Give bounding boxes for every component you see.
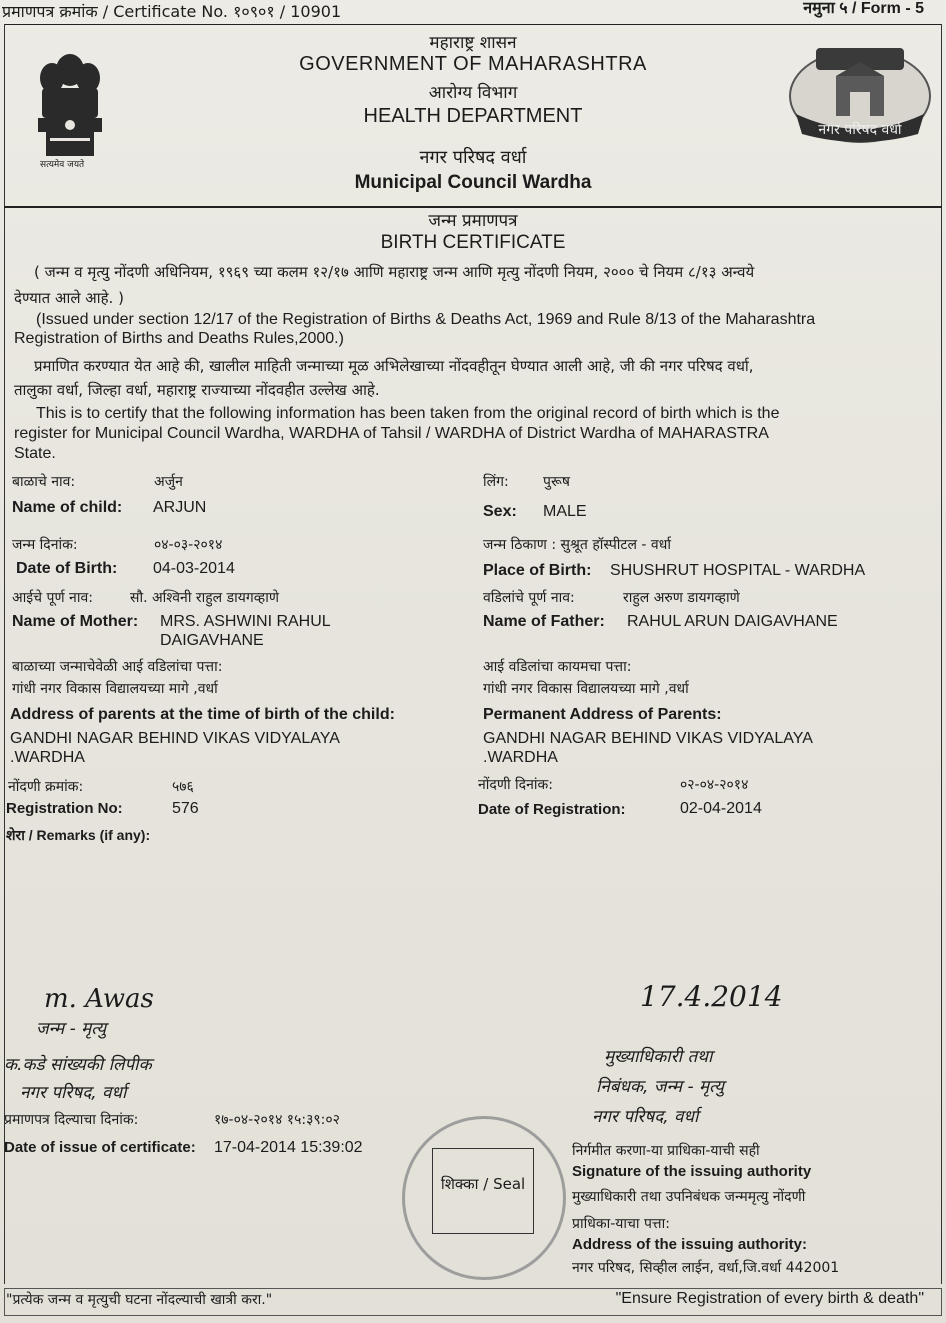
reg-no-en-label: Registration No: [6,800,123,817]
clerk-stamp-line3: नगर परिषद, वर्धा [20,1083,127,1103]
intro-mr-line1: ( जन्म व मृत्यु नोंदणी अधिनियम, १९६९ च्या कलम १२/१७ आणि महाराष्ट्र जन्म आणि मृत्यु नोंदणी नियम, २००० चे नियम ८/१३ अन्वये [34,263,755,281]
child-name-mr-label: बाळाचे नाव: [12,474,76,490]
intro-en-line1: (Issued under section 12/17 of the Registration of Births & Deaths Act, 1969 and Rule 8/13 of the Maharashtra [36,311,816,328]
pob-en: SHUSHRUT HOSPITAL - WARDHA [610,562,866,579]
addr-perm-mr-label: आई वडिलांचा कायमचा पत्ता: [483,659,632,675]
header-council-en: Municipal Council Wardha [354,172,592,193]
addr-perm-en-label: Permanent Address of Parents: [483,706,722,723]
issue-date-mr: १७-०४-२०१४ १५:३९:०२ [214,1112,340,1128]
reg-no-en: 576 [172,800,199,817]
reg-no-mr: ५७६ [172,779,194,795]
mother-en-line1: MRS. ASHWINI RAHUL [160,613,331,630]
frame-top-rule [4,24,942,25]
reg-date-mr: ०२-०४-२०१४ [680,777,749,793]
mother-mr: सौ. अश्विनी राहुल डायगव्हाणे [130,590,279,606]
addr-perm-en-line2: .WARDHA [483,749,558,766]
father-en: RAHUL ARUN DAIGAVHANE [627,613,838,630]
officer-stamp-line2: निबंधक, जन्म - मृत्यु [596,1077,724,1097]
addr-birth-mr-label: बाळाच्या जन्माचेवेळी आई वडिलांचा पत्ता: [12,659,223,675]
dob-mr: ०४-०३-२०१४ [154,537,223,553]
addr-perm-mr: गांधी नगर विकास विद्यालयच्या मागे ,वर्धा [483,681,689,697]
issue-date-en-label: Date of issue of certificate: [4,1139,196,1156]
header-council-mr: नगर परिषद वर्धा [419,147,527,168]
cert-en-line2: register for Municipal Council Wardha, WARDHA of Tahsil / WARDHA of District Wardha of MAHARASTRA [14,425,769,442]
sex-mr-label: लिंग: [483,474,509,490]
chief-officer-signature: 17.4.2014 [640,980,783,1013]
officer-stamp-line1: मुख्याधिकारी तथा [604,1047,713,1067]
addr-perm-en-line1: GANDHI NAGAR BEHIND VIKAS VIDYALAYA [483,730,813,747]
auth-signature-mr: निर्गमीत करणा-या प्राधिका-याची सही [572,1143,760,1159]
officer-stamp-line3: नगर परिषद, वर्धा [592,1107,699,1127]
father-en-label: Name of Father: [483,613,605,630]
header-state-en: GOVERNMENT OF MAHARASHTRA [299,53,647,75]
cert-en-line3: State. [14,445,56,462]
father-mr-label: वडिलांचे पूर्ण नाव: [483,590,575,606]
reg-date-en-label: Date of Registration: [478,801,626,818]
title-en: BIRTH CERTIFICATE [380,232,566,253]
auth-signature-en: Signature of the issuing authority [572,1163,812,1180]
pob-en-label: Place of Birth: [483,562,592,579]
cert-en-line1: This is to certify that the following information has been taken from the original record of birth which is the [36,405,780,422]
issue-date-mr-label: प्रमाणपत्र दिल्याचा दिनांक: [4,1112,139,1128]
issue-date-en: 17-04-2014 15:39:02 [214,1139,363,1156]
title-mr: जन्म प्रमाणपत्र [428,211,518,231]
reg-no-mr-label: नोंदणी क्रमांक: [8,779,84,795]
form-number: नमुना ५ / Form - 5 [803,0,924,17]
mother-mr-label: आईचे पूर्ण नाव: [12,590,93,606]
addr-birth-en-label: Address of parents at the time of birth of the child: [10,706,395,723]
registrar-clerk-signature: m. Awas [44,984,154,1014]
child-name-mr: अर्जुन [154,474,183,490]
auth-address: नगर परिषद, सिव्हील लाईन, वर्धा,जि.वर्धा 442001 [572,1260,840,1276]
addr-birth-mr: गांधी नगर विकास विद्यालयच्या मागे ,वर्धा [12,681,218,697]
certificate-number: प्रमाणपत्र क्रमांक / Certificate No. १०९०१ / 10901 [2,2,342,21]
intro-mr-line2: देण्यात आले आहे. ) [14,289,124,307]
auth-address-en-label: Address of the issuing authority: [572,1236,808,1253]
child-name-en-label: Name of child: [12,499,123,516]
emblem-caption: सत्यमेव जयते [40,160,85,170]
header-state-mr: महाराष्ट्र शासन [429,33,517,53]
header-dept-en: HEALTH DEPARTMENT [363,105,583,127]
mother-en-label: Name of Mother: [12,613,139,630]
dob-en: 04-03-2014 [153,560,235,577]
child-name-en: ARJUN [153,499,207,516]
footer-slogan-mr: "प्रत्येक जन्म व मृत्युची घटना नोंदल्याची खात्री करा." [6,1292,273,1308]
remarks-label: शेरा / Remarks (if any): [6,827,151,843]
pob-mr: जन्म ठिकाण : सुश्रूत हॉस्पीटल - वर्धा [483,537,671,553]
sex-en: MALE [543,503,587,520]
dob-en-label: Date of Birth: [16,560,118,577]
intro-en-line2: Registration of Births and Deaths Rules,2000.) [14,330,344,347]
mother-en-line2: DAIGAVHANE [160,632,264,649]
clerk-stamp-line2: क.कडे सांख्यकी लिपीक [4,1055,152,1075]
addr-birth-en-line2: .WARDHA [10,749,85,766]
addr-birth-en-line1: GANDHI NAGAR BEHIND VIKAS VIDYALAYA [10,730,340,747]
sex-en-label: Sex: [483,503,517,520]
header-dept-mr: आरोग्य विभाग [428,83,518,103]
reg-date-en: 02-04-2014 [680,800,762,817]
council-logo-icon [786,40,934,144]
father-mr: राहुल अरुण डायगव्हाणे [623,590,740,606]
auth-address-mr-label: प्राधिका-याचा पत्ता: [572,1216,670,1232]
dob-mr-label: जन्म दिनांक: [12,537,78,553]
seal-label: शिक्का / Seal [440,1175,526,1193]
cert-mr-line2: तालुका वर्धा, जिल्हा वर्धा, महाराष्ट्र राज्याच्या नोंदवहीत उल्लेख आहे. [14,381,380,399]
clerk-stamp-line1: जन्म - मृत्यु [36,1019,107,1039]
sex-mr: पुरूष [543,474,570,490]
footer-slogan-en: "Ensure Registration of every birth & death" [615,1290,924,1307]
cert-mr-line1: प्रमाणित करण्यात येत आहे की, खालील माहिती जन्माच्या मूळ अभिलेखाच्या नोंदवहीतून घेण्यात आली आहे, जी की नगर परिषद वर्धा, [34,357,754,375]
reg-date-mr-label: नोंदणी दिनांक: [478,777,553,793]
council-logo-text: नगर परिषद वर्धा [818,122,902,138]
auth-title-mr: मुख्याधिकारी तथा उपनिबंधक जन्ममृत्यु नोंदणी [572,1189,806,1205]
